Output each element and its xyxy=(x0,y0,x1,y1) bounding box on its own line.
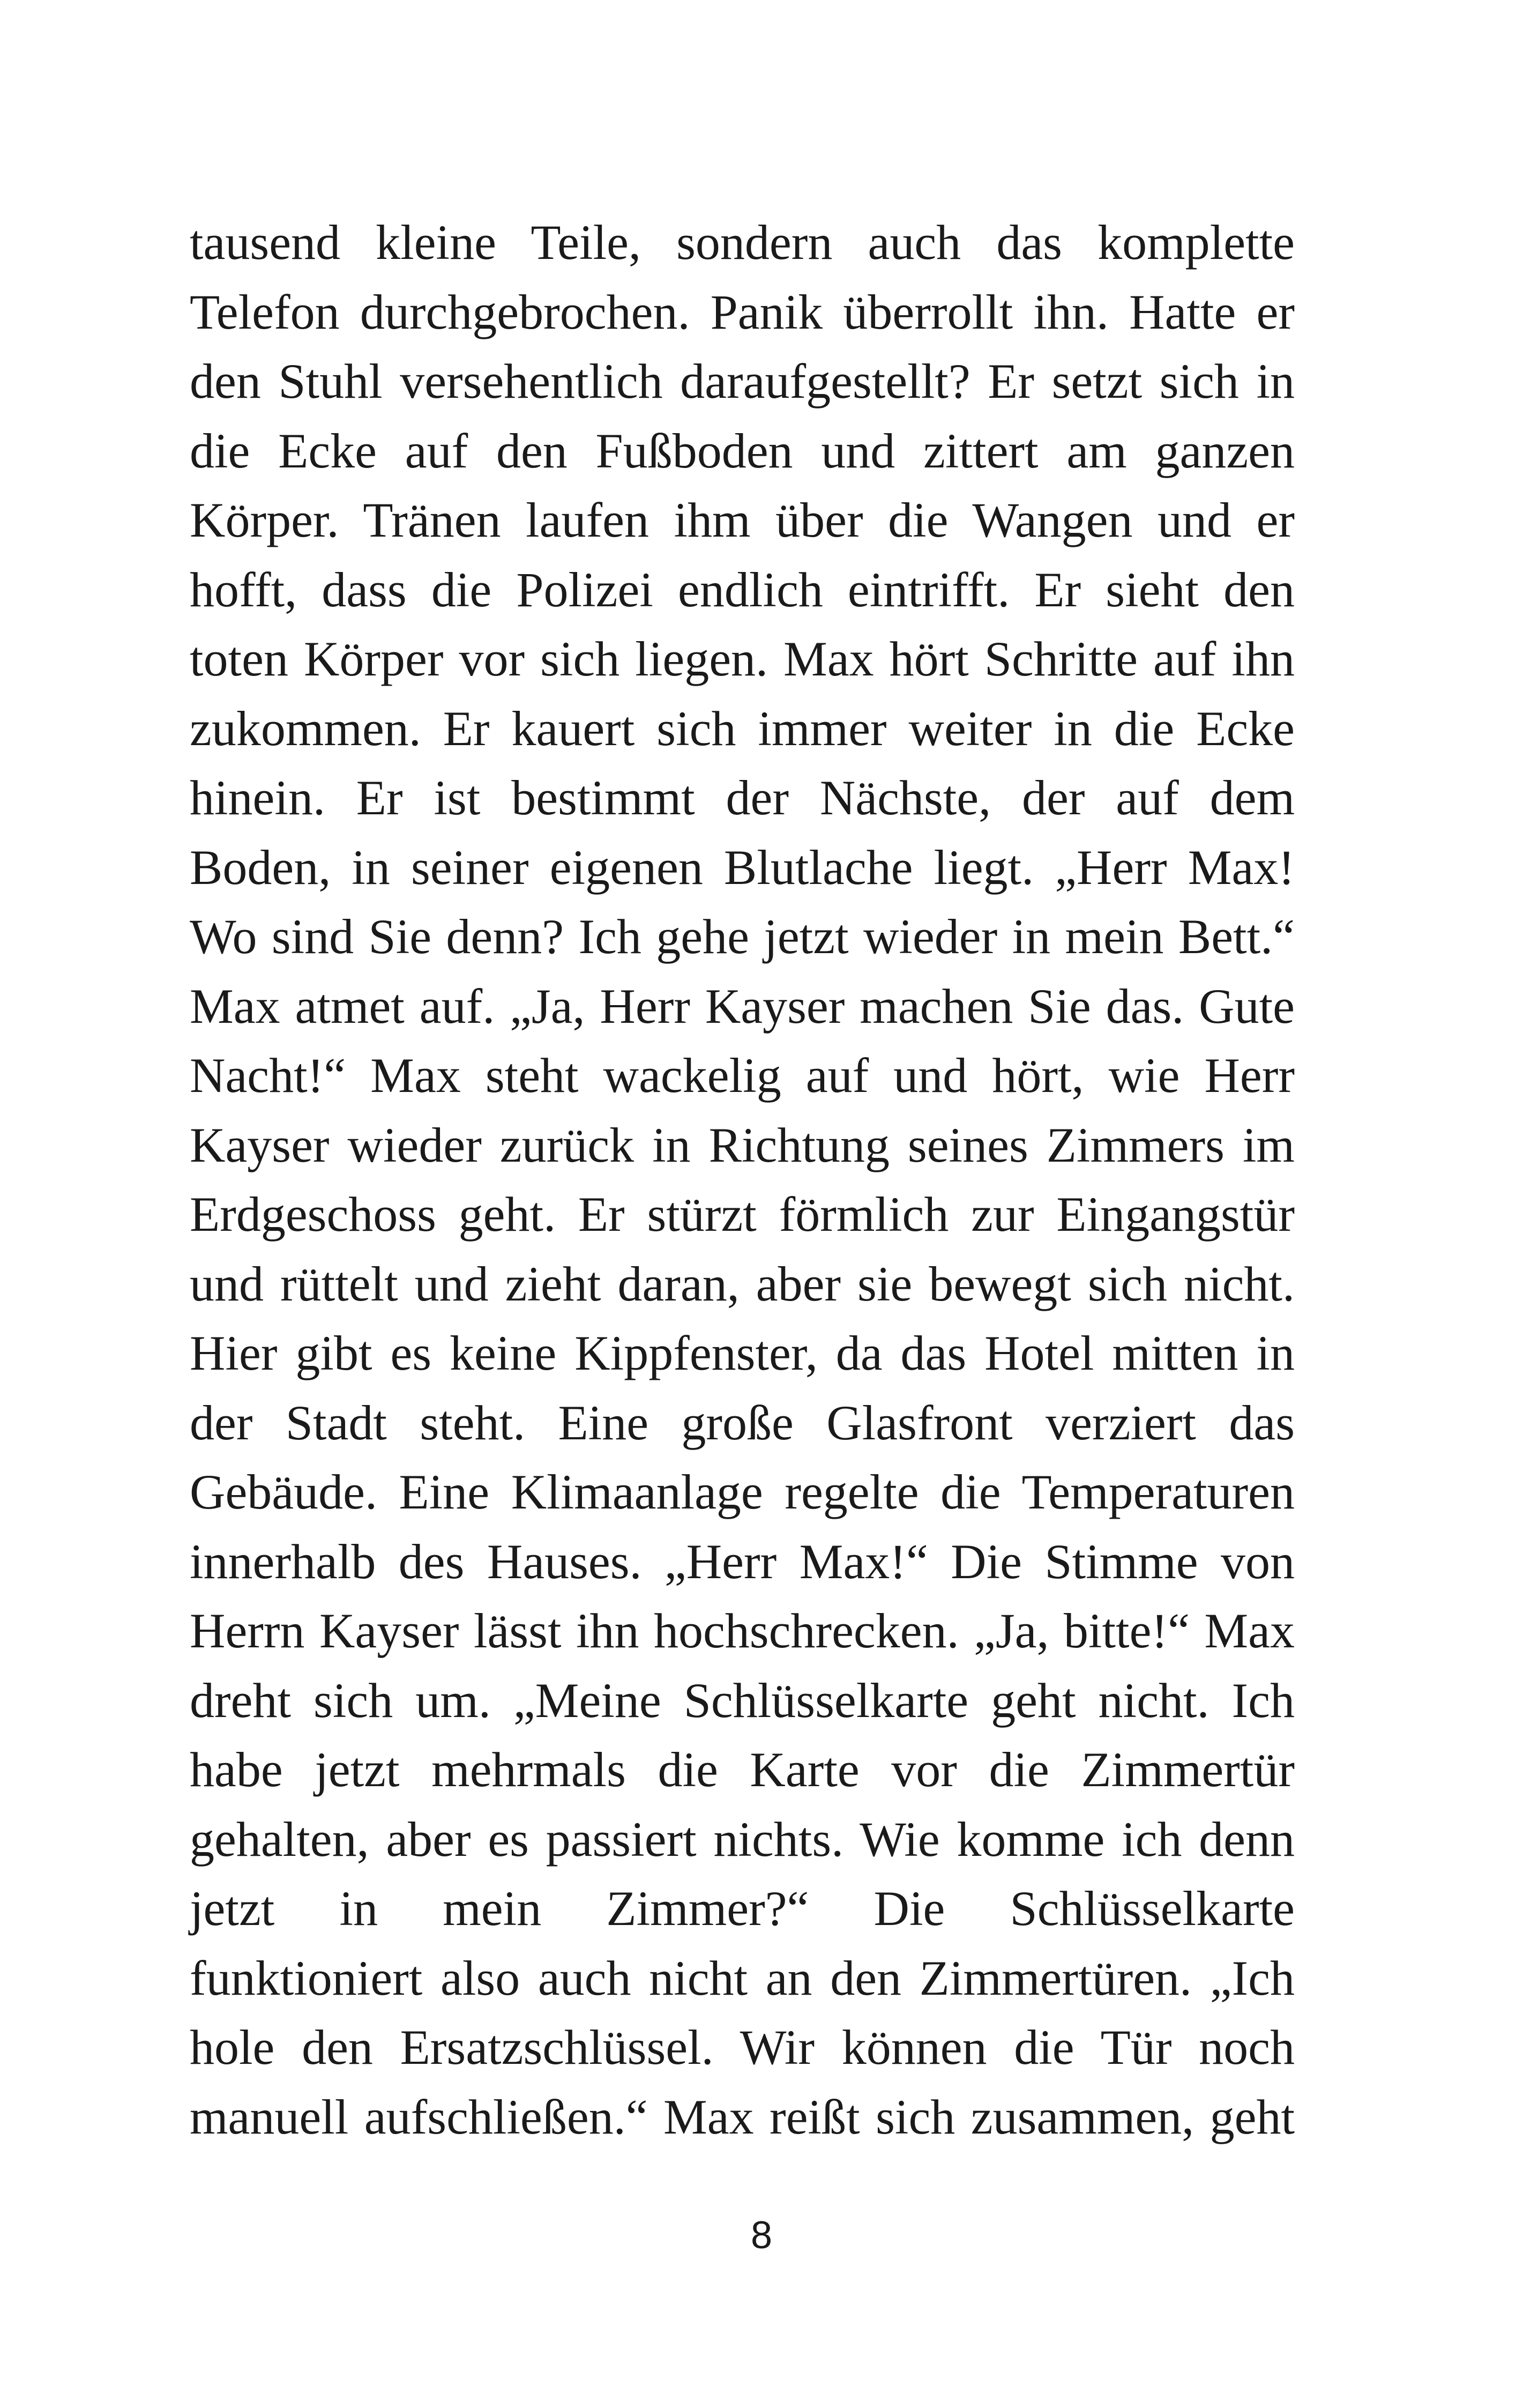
text-line: Telefon durchgebrochen. Panik überrollt ihn. Hatte er xyxy=(190,284,1295,339)
text-line: Gebäude. Eine Klimaanlage regelte die Temperaturen xyxy=(190,1465,1295,1519)
text-line: Hier gibt es keine Kippfenster, da das Hotel mitten in xyxy=(190,1326,1295,1380)
text-line: hole den Ersatzschlüssel. Wir können die Tür noch xyxy=(190,2020,1295,2075)
text-line: hinein. Er ist bestimmt der Nächste, der auf dem xyxy=(190,770,1295,825)
text-line: funktioniert also auch nicht an den Zimmertüren. „Ich xyxy=(190,1950,1295,2005)
text-line: habe jetzt mehrmals die Karte vor die Zimmertür xyxy=(190,1742,1295,1797)
text-line: zukommen. Er kauert sich immer weiter in die Ecke xyxy=(190,701,1295,756)
text-line: der Stadt steht. Eine große Glasfront verziert das xyxy=(190,1395,1295,1450)
text-line: Wo sind Sie denn? Ich gehe jetzt wieder in mein Bett.“ xyxy=(190,909,1295,964)
text-line: toten Körper vor sich liegen. Max hört Schritte auf ihn xyxy=(190,631,1295,686)
body-text xyxy=(190,208,1295,2152)
text-line: und rüttelt und zieht daran, aber sie bewegt sich nicht. xyxy=(190,1256,1295,1311)
text-line: die Ecke auf den Fußboden und zittert am ganzen xyxy=(190,423,1295,478)
text-line: den Stuhl versehentlich daraufgestellt? Er setzt sich in xyxy=(190,354,1295,408)
text-line: Herrn Kayser lässt ihn hochschrecken. „Ja, bitte!“ Max xyxy=(190,1603,1295,1658)
text-line: Nacht!“ Max steht wackelig auf und hört, wie Herr xyxy=(190,1048,1295,1103)
text-line: Körper. Tränen laufen ihm über die Wangen und er xyxy=(190,493,1295,547)
page-number: 8 xyxy=(750,2214,773,2257)
text-line: gehalten, aber es passiert nichts. Wie komme ich denn xyxy=(190,1811,1295,1867)
text-line: Erdgeschoss geht. Er stürzt förmlich zur Eingangstür xyxy=(190,1187,1295,1242)
text-line: hofft, dass die Polizei endlich eintrifft. Er sieht den xyxy=(190,562,1295,617)
text-line: Boden, in seiner eigenen Blutlache liegt. „Herr Max! xyxy=(190,839,1295,895)
text-line: Max atmet auf. „Ja, Herr Kayser machen Sie das. Gute xyxy=(190,978,1295,1034)
text-line: Kayser wieder zurück in Richtung seines Zimmers im xyxy=(190,1117,1295,1172)
text-line: innerhalb des Hauses. „Herr Max!“ Die Stimme von xyxy=(190,1534,1295,1589)
text-line: dreht sich um. „Meine Schlüsselkarte geht nicht. Ich xyxy=(190,1673,1295,1728)
text-line: jetzt in mein Zimmer?“ Die Schlüsselkarte xyxy=(190,1881,1295,1936)
text-line: manuell aufschließen.“ Max reißt sich zusammen, geht xyxy=(190,2089,1295,2144)
text-line: tausend kleine Teile, sondern auch das komplette xyxy=(190,215,1295,270)
